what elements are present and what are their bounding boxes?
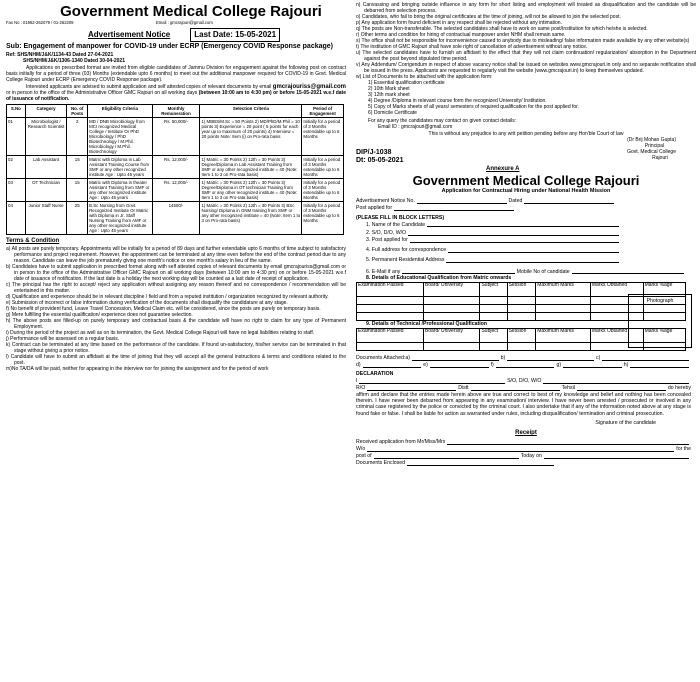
cell-category: Junior Staff Nurse — [25, 202, 67, 235]
reference-2: SHS/NHM/J&K/1306-1340 Dated 30-04-2021 — [23, 58, 125, 65]
receipt-row-2 — [356, 446, 691, 453]
block-letters-note: (PLEASE FILL IN BLOCK LETTERS) — [356, 214, 445, 221]
list-item: e) Submission of incorrect or false information during verification of the documents shall disqualify the candidature at any stage. — [6, 299, 288, 306]
dip-number: DIP/J-1038 — [356, 149, 392, 156]
annexure-label: Annexure A — [486, 166, 520, 172]
list-item: w) List of Documents to be attached with the application form: — [356, 74, 493, 80]
header-cell: Examination Passed — [357, 283, 424, 297]
receipt-row-4 — [356, 460, 556, 467]
cell-period: Initially for a period of 3 Months extendable up to 6 Months — [302, 118, 344, 156]
doc-field[interactable] — [630, 362, 689, 368]
reference-1: Ref: SHS/NHM/J&K/1134-43 Dated 27-04-2021 — [6, 52, 114, 59]
declaration-address-row — [356, 385, 691, 392]
cell-sno: 04 — [7, 202, 26, 235]
list-item: d) Qualification and experience should be in relevant discipline / field and from a reputed institution / organization recognized by relevant authority. — [6, 293, 329, 300]
cell-period: Initially for a period of 3 Months extendable up to 6 Months — [302, 156, 344, 179]
list-item: 6) Domicile Certificate — [368, 110, 417, 116]
header-cell: Maximum Marks — [536, 329, 591, 343]
table-row — [7, 179, 344, 202]
signatory-role: Principal — [644, 143, 664, 149]
documents-attached-row-2 — [356, 362, 691, 369]
cell-posts: 15 — [67, 156, 88, 179]
college-title: Government Medical College Rajouri — [60, 3, 322, 20]
cell-sno: 03 — [7, 179, 26, 202]
doc-letter: f) — [490, 362, 494, 369]
declaration-name-row — [356, 378, 691, 385]
doc-letter: a) — [405, 355, 410, 362]
receipt-wo: W/o — [356, 446, 366, 453]
col-selection: Selection Criteria — [200, 105, 302, 118]
decl-tehsil-field[interactable] — [577, 385, 666, 391]
section-8-heading: 8. Details of Educational Qualification from Matric onwards — [366, 275, 512, 282]
doc-letter: h) — [623, 362, 629, 369]
receipt-row-3 — [356, 453, 691, 460]
receipt-today: Today on — [520, 452, 542, 459]
doc-field[interactable] — [363, 362, 422, 368]
contact-row — [6, 21, 346, 26]
cell-eligibility: Matric with Diploma in Lab Assistant Training Course from SMF or any other recognized institute Age : Upto 45 years — [88, 156, 152, 179]
candidate-name-row — [366, 222, 621, 229]
receipt-today-field[interactable] — [544, 453, 689, 459]
doc-letter: b) — [500, 355, 506, 362]
col-eligibility: Eligibility Criteria — [88, 105, 152, 118]
col-remuneration: Monthly Remuneration — [152, 105, 200, 118]
cell-sno: 02 — [7, 156, 26, 179]
doc-letter: d) — [356, 362, 361, 369]
dated-field[interactable] — [524, 198, 614, 204]
college-email: Email : gmcrajouri@gmail.com — [156, 20, 213, 25]
references — [6, 52, 346, 64]
fax-number: Fax No : 01962-262079 / 01-262209 — [6, 20, 74, 25]
field-label: 4. Full address for correspondence — [366, 247, 447, 254]
decl-name-field[interactable] — [359, 378, 505, 384]
cell-category: Microbiologist / Research Scientist — [25, 118, 67, 156]
list-item: l) Candidate will have to submit an affidavit at the time of joining that they will accept all the general instructions & terms and conditions related to the post. — [6, 353, 346, 366]
doc-field[interactable] — [563, 362, 622, 368]
list-item: a) All posts are purely temporary. Appointments will be initially for a period of 89 days and further extendable upto 6 months of time subject to satisfactory performance and project requirement. However, the appointment can be terminated at any time even before the end of the contract period due to any reason. Candidate can leave the job prematurely giving one month's notice or one month's salary in lieu of the same. — [6, 245, 346, 264]
list-item: r) Other terms and condition for hiring of contractual manpower under NHM shall remain same. — [356, 32, 566, 38]
terms-heading: Terms & Condition — [6, 238, 60, 245]
field-label: 3. Post applied for — [366, 237, 408, 244]
table-row — [7, 156, 344, 179]
cell-posts: 15 — [67, 179, 88, 202]
header-cell: Marks Obtained — [590, 329, 643, 343]
prejudice-note: This is without any prejudice to any writ petition pending before any Hon'ble Court of law — [428, 131, 624, 137]
list-item: f) No benefit of provident fund, Leave Travel Concession, Medical Claim etc. will be considered, since the posts are purely on temporary basis. — [6, 305, 321, 312]
field-label: 2. S/O, D/O, W/O — [366, 230, 407, 237]
dated-label: Dated — [508, 198, 523, 205]
documents-attached-row — [356, 355, 691, 362]
header-cell: Session — [507, 283, 536, 297]
field-label: 6. E-Mail if any — [366, 268, 401, 275]
list-item: h) The above posts are filled-up on purely temporary and contractual basis & the candidate will have no right to claim for any type of Permanent Employment. — [6, 317, 346, 330]
header-cell: Marks %age — [643, 329, 685, 343]
header-cell: Subject — [480, 329, 507, 343]
intro-paragraph: Applications on prescribed format are invited from eligible candidates of Jammu Division for engagement against the following post on contract basis initially for a period of three (03) Months (extendable upto 6 months) to meet out the additional manpower required for COVID-19 in Govt. Medical College Rajouri under ECRP (Emergency COVID Response package). — [6, 65, 346, 84]
receipt-post: post of — [356, 452, 372, 459]
receipt-post-field[interactable] — [374, 453, 519, 459]
cell-category: OT Technician — [25, 179, 67, 202]
posts-table-header — [7, 105, 344, 118]
adv-notice-no-label: Advertisement Notice No. — [356, 198, 415, 205]
parent-row — [366, 230, 621, 237]
signatory-name: (Dr Brij Mohan Gupta) — [627, 137, 676, 143]
field-label: 1. Name of the Candidate — [366, 221, 426, 228]
table-row — [7, 118, 344, 156]
post-applied-field[interactable] — [394, 205, 514, 211]
cell-eligibility: B.Sc Nursing from Govt. Recognized Institute Or Matric with Diploma in Jr. Staff Nursing Training from AMF or any other recognized institute Age : Upto 45 years — [88, 202, 152, 235]
post-applied-label: Post applied for — [356, 204, 393, 211]
list-item: 5) Copy of Marks sheets of all years/ semesters of required qualification for the post applied for. — [368, 104, 579, 110]
notice-title: Advertisement Notice — [88, 30, 171, 40]
header-cell: Marks Obtained — [590, 283, 643, 297]
doc-field[interactable] — [507, 355, 594, 361]
submission-paragraph — [6, 84, 346, 102]
list-item: 3) 12th mark sheet — [368, 92, 410, 98]
cell-remuneration: Rs. 12,000/- — [152, 156, 200, 179]
cell-posts: 25 — [67, 202, 88, 235]
permanent-address-field[interactable] — [446, 257, 619, 263]
doc-field[interactable] — [430, 362, 489, 368]
cell-category: Lab Assistant — [25, 156, 67, 179]
declaration-text: affirm and declare that the entries made herein above are true and correct to best of my knowledge and belief and nothing has been concealed therein. I have never been debarred from appearing in any examination/ interview. I have never been arrested / prosecuted or involved in any criminal case registered by the police or convicted by the criminal court. I also undertake that if any of the information noted above at any stage is found fake or false. I shall be liable for action as warranted under rules, including disqualification/ termination and criminal prosecution. — [356, 391, 691, 417]
list-item: j) Performance will be assessed on a regular basis. — [6, 335, 120, 342]
post-field[interactable] — [410, 237, 619, 243]
form-subtitle: Application for Contractual Hiring under National Health Mission — [441, 188, 611, 195]
header-cell: Session — [507, 329, 536, 343]
list-item: o) Candidates, who fail to bring the original certificates at the time of joining, will not be allowed to join the selected post. — [356, 14, 621, 20]
submission-text-a: Interested applicants are advised to submit application and self attested copies of relevant documents by email — [26, 84, 272, 91]
correspondence-field[interactable] — [448, 247, 619, 253]
decl-distt: Distt — [458, 384, 469, 391]
declaration-heading: DECLARATION — [356, 371, 394, 378]
field-label: 5. Permanent Residential Address — [366, 256, 445, 263]
query-text: For any query the candidates may contact on given contact details: — [368, 118, 517, 124]
list-item: s) The office shall not be responsible for inconvenience caused to anybody due to misleading/ false information made available by any other website(s) — [356, 38, 690, 44]
col-sno: S.No — [7, 105, 26, 118]
submission-time: (between 10:00 am to 4:30 pm) or before 15-05-2021 w.e.f date of issuance of notification. — [6, 90, 346, 103]
doc-letter: c) — [595, 355, 601, 362]
list-item: m)No TA/DA will be paid, neither for appearing in the interview nor for joining the assignment and for the period of work — [6, 365, 269, 372]
last-date-box: Last Date: 15-05-2021 — [190, 28, 280, 41]
cell-period: Initially for a period of 3 Months extendable up to 6 Months — [302, 202, 344, 235]
notice-number-row — [356, 198, 616, 205]
candidate-signature: Signature of the candidate — [595, 420, 656, 427]
post-applied-row — [356, 205, 516, 212]
list-item: b) Candidates have to submit application in prescribed format along with self attested copies of relevant documents by email gmcrajouriss@gmail.com or in person to the office of the Administrative Officer GMC Rajouri on all working days (between 10:00 am to 4:30 pm) on or before 15-05-2021 w.e.f date of issuance of notification. If the last date is a holiday the next working day will be counted as a last date of receipt of application. — [6, 263, 346, 282]
email-field[interactable] — [402, 269, 514, 275]
query-email: Email ID : gmcrajouri@gmail.com — [378, 124, 453, 130]
candidate-name-field[interactable] — [427, 222, 619, 228]
cell-remuneration: Rs. 50,000/- — [152, 118, 200, 156]
table-row — [7, 202, 344, 235]
header-cell: Examination Passed — [357, 329, 424, 343]
signatory-office: Govt. Medical College — [627, 149, 676, 155]
decl-ro: R/O — [356, 384, 366, 391]
cell-remuneration: Rs. 12,000/- — [152, 179, 200, 202]
correspondence-row — [366, 247, 621, 254]
posts-table — [6, 104, 344, 235]
contact-row — [356, 269, 686, 276]
receipt-wo-field[interactable] — [367, 446, 674, 452]
col-category: Category — [25, 105, 67, 118]
doc-field[interactable] — [496, 362, 555, 368]
form-title: Government Medical College Rajouri — [412, 173, 640, 189]
decl-tehsil: Tehsil — [561, 384, 575, 391]
documents-list — [356, 80, 696, 130]
list-item: v) Any Addendum/ Corrigendum in respect of above vacancy notice shall be issued on websites www.gmcrajouri.in only and no separate notification shall be issued in the press. Applicants are requested to regularly visit the website (www.gmcrajouri.in) to keep themselves updated. — [356, 62, 696, 74]
list-item: i) During the period of the project as well as on its termination, the Govt. Medical College Rajouri will have no legal liabilities relating to staff. — [6, 329, 315, 336]
list-item: t) The institution of GMC Rajouri shall have sole right of cancellation of advertisement without any notice. — [356, 44, 588, 50]
notice-row — [6, 28, 346, 42]
receipt-docs: Documents Enclosed — [356, 459, 406, 466]
col-period: Period of Engagement — [302, 105, 344, 118]
decl-parent-field[interactable] — [543, 378, 689, 384]
doc-field[interactable] — [412, 355, 499, 361]
list-item: k) Contract can be terminated at any time based on the performance of the candidate. If found un-satisfactory, his/her service can be terminated in that stage without giving a prior notice. — [6, 341, 346, 354]
subject-line: Sub: Engagement of manpower for COVID-19 under ECRP (Emergency COVID Response package) — [6, 42, 333, 50]
cell-remuneration: 14500/- — [152, 202, 200, 235]
candidate-fields — [356, 222, 621, 264]
doc-letter: e) — [423, 362, 428, 369]
list-item: q) The posts are Non-transferable. The selected candidates shall have to work on same post/Institution for which he/she is selected. — [356, 26, 648, 32]
list-item: 4) Degree /Diploma in relevant course form the recognized University/ Institution. — [368, 98, 547, 104]
receipt-for: for the — [676, 446, 691, 453]
submission-text-b: or in person to the office of the Administrative Officer GMC Rajouri on all working days — [6, 90, 198, 97]
photograph-box[interactable]: Photograph — [628, 294, 692, 348]
cell-period: Initially for a period of 3 Months extendable up to 6 Months — [302, 179, 344, 202]
decl-ro-field[interactable] — [367, 385, 456, 391]
documents-attached-label: Documents Attached: — [356, 355, 406, 362]
receipt-row-1 — [356, 439, 691, 446]
permanent-address-row — [366, 257, 621, 264]
receipt-docs-field[interactable] — [407, 460, 554, 466]
list-item: 1) Essential qualification certificate — [368, 80, 445, 86]
list-item: c) The principal has the right to accept/ reject any application without assigning any reason thereof and no correspondence / recommendation will be entertained in this matter. — [6, 281, 346, 294]
header-cell: Marks %age — [643, 283, 685, 297]
decl-i: I — [356, 378, 358, 385]
list-item: g) Mere fulfilling the essential qualification/ experience does not guarantee selection. — [6, 311, 193, 318]
cell-posts: 2 — [67, 118, 88, 156]
cell-eligibility: MD / DNB Microbiology from MCI recognized Medical College / Institute Or PhD Microbiology / PhD Biotechnology / M.Phil. Microbiology / M.Phil. Biotechnology — [88, 118, 152, 156]
dip-date: Dt: 05-05-2021 — [356, 157, 404, 164]
parent-field[interactable] — [408, 230, 619, 236]
list-item: p) Any application form found deficient in any respect shall be rejected without any intimation. — [356, 20, 562, 26]
header-cell: Board/ University — [423, 283, 480, 297]
cell-selection: 1) Matric = 30 Points 2) 12th = 30 Points 3) Degree/Diploma in Lab Assistant Training from SMF or any other recognized institute = 40 (Note: Item 1 to 3 on Pro-rata basis) — [200, 156, 302, 179]
application-form-page — [350, 0, 700, 682]
post-row — [366, 237, 621, 244]
list-item: 2) 10th Mark sheet — [368, 86, 410, 92]
field-label: Mobile No of candidate — [516, 268, 570, 275]
terms-list — [6, 246, 346, 372]
receipt-heading: Receipt — [515, 430, 537, 437]
section-9-heading: 9. Details of Technical /Professional Qualification — [366, 321, 487, 328]
signatory-place: Rajouri — [652, 155, 668, 161]
mobile-field[interactable] — [572, 269, 684, 275]
cell-sno: 01 — [7, 118, 26, 156]
doc-letter: g) — [556, 362, 562, 369]
decl-so: S/O, D/O, W/O — [507, 378, 542, 385]
adv-notice-no-field[interactable] — [417, 198, 507, 204]
cell-eligibility: Matric with Diploma in theater Assistant Training from SMF or any other recognized institute Age : Upto 45 years — [88, 179, 152, 202]
cell-selection: 1) MBBS/M.Sc = 50 Points 2) MD/PhD/M.Phil = 10 points 3) Experience = 20 point ( 5 points for each year up to maximum of 20 points) 4) Interview = 20 points Note: Item (i) on Pro-rata basis — [200, 118, 302, 156]
cell-selection: 1) Matric = 30 Points 2) 12th = 30 Points 3) BSc Nursing/ Diploma in GNM training from SMF or any other recognized institute = 40 (Note: Item 1 to 3 on Pro-rata basis) — [200, 202, 302, 235]
col-posts: No. of Posts — [67, 105, 88, 118]
doc-field[interactable] — [602, 355, 689, 361]
cell-selection: 1) Matric = 30 Points 2) 12th = 30 Points 3) Degree/Diploma in OT technician Training from SMF or any other recognized institute = 40 (Note: Item 1 to 3 on Pro-rata basis) — [200, 179, 302, 202]
receipt-received: Received application from Mr/Miss/Mrs — [356, 439, 446, 446]
list-item: u) The selected candidates have to furnish an affidavit to the effect that they will not claim continuation/ regularization/ absorption in the Department against the post beyond stipulated time period. — [356, 50, 696, 62]
decl-distt-field[interactable] — [471, 385, 560, 391]
submission-email: gmcrajouriss@gmail.com — [272, 84, 346, 91]
header-cell: Board/ University — [423, 329, 480, 343]
receipt-name-field[interactable] — [447, 439, 689, 445]
header-cell: Maximum Marks — [536, 283, 591, 297]
list-item: n) Canvassing and bringing outside influence in any form for short listing and employment will treated as disqualification and the candidate will be debarred from selection process. — [356, 2, 696, 14]
decl-hereby: do hereby — [667, 384, 691, 391]
terms-continued — [356, 2, 696, 80]
header-cell: Subject — [480, 283, 507, 297]
